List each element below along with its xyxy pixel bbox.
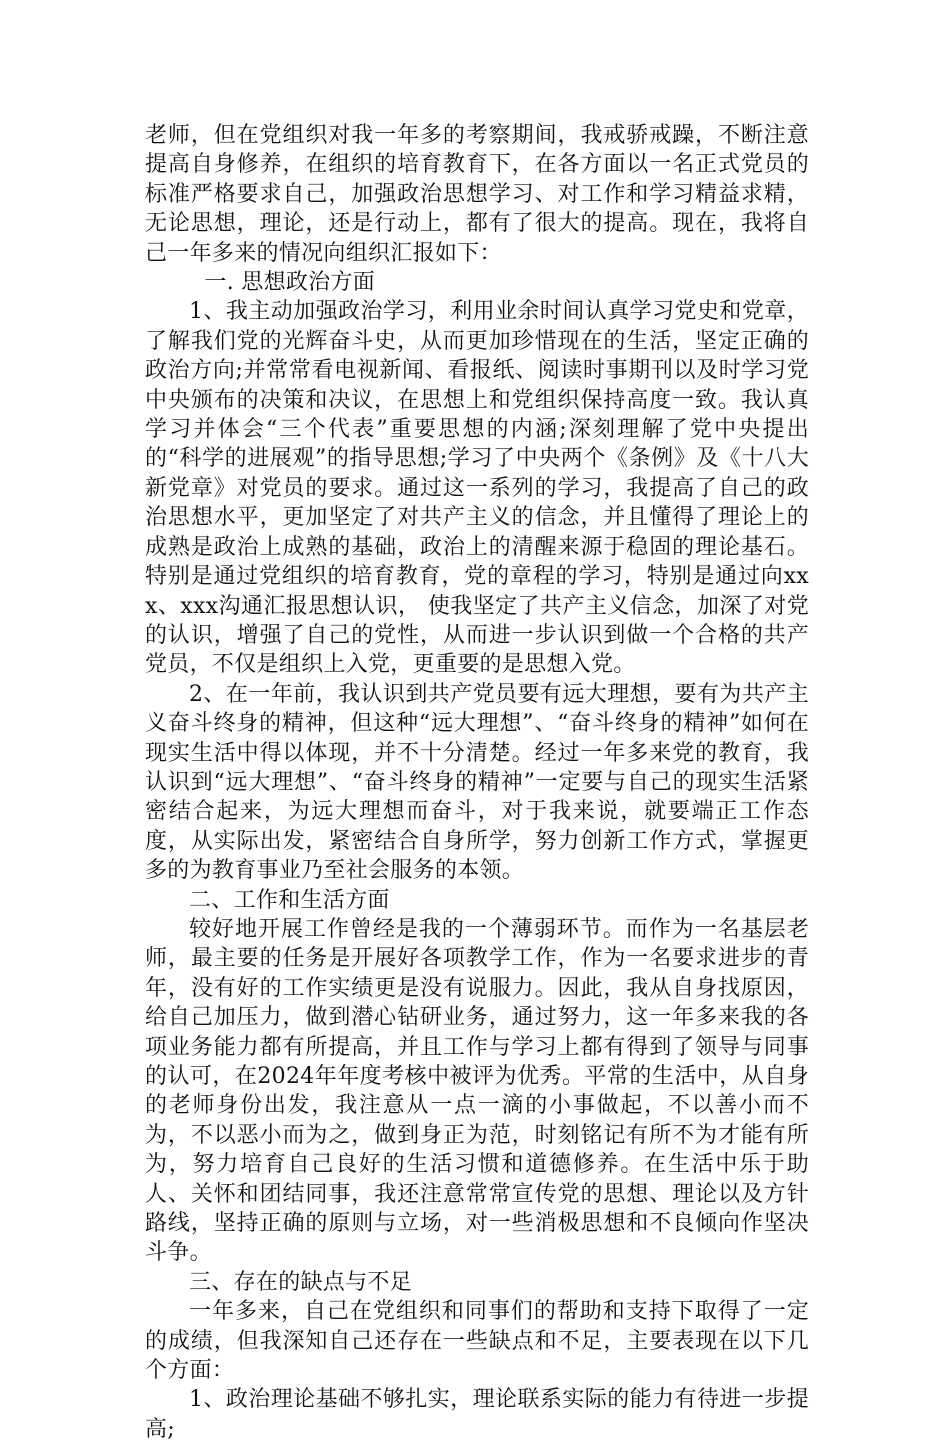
paragraph-section-2: 较好地开展工作曾经是我的一个薄弱环节。而作为一名基层老师，最主要的任务是开展好各项教学工作，作为一名要求进步的青年，没有好的工作实绩更是没有说服力。因此，我从自身找原因，给自己加压力，做到潜心钻研业务，通过努力，这一年多来我的各项业务能力都有所提高，并且工作与学习上都有得到了领导与同事的认可，在2024年年度考核中被评为优秀。平常的生活中，从自身的老师身份出发，我注意从一点一滴的小事做起，不以善小而不为，不以恶小而为之，做到身正为范，时刻铭记有所不为才能有所为，努力培育自己良好的生活习惯和道德修养。在生活中乐于助人、关怀和团结同事，我还注意常常宣传党的思想、理论以及方针路线，坚持正确的原则与立场，对一些消极思想和不良倾向作坚决斗争。	[145, 916, 809, 1266]
document-body	[145, 121, 809, 1444]
heading-section-1: 一. 思想政治方面	[204, 270, 376, 296]
paragraph-section-3-item-1: 1、政治理论基础不够扎实，理论联系实际的能力有待进一步提高;	[145, 1387, 809, 1442]
paragraph-section-1-item-1: 1、我主动加强政治学习，利用业余时间认真学习党史和党章，了解我们党的光辉奋斗史，从而更加珍惜现在的生活，坚定正确的政治方向;并常常看电视新闻、看报纸、阅读时事期刊以及时学习党中央颁布的决策和决议，在思想上和党组织保持高度一致。我认真学习并体会“三个代表”重要思想的内涵;深刻理解了党中央提出的“科学的进展观”的指导思想;学习了中央两个《条例》及《十八大新党章》对党员的要求。通过这一系列的学习，我提高了自己的政治思想水平，更加坚定了对共产主义的信念，并且懂得了理论上的成熟是政治上成熟的基础，政治上的清醒来源于稳固的理论基石。特别是通过党组织的培育教育，党的章程的学习，特别是通过向xxx、xxx沟通汇报思想认识， 使我坚定了共产主义信念，加深了对党的认识，增强了自己的党性，从而进一步认识到做一个合格的共产党员，不仅是组织上入党，更重要的是思想入党。	[145, 299, 809, 678]
paragraph-section-1-item-2: 2、在一年前，我认识到共产党员要有远大理想，要有为共产主义奋斗终身的精神，但这种“远大理想”、“奋斗终身的精神”如何在现实生活中得以体现，并不十分清楚。经过一年多来党的教育，我认识到“远大理想”、“奋斗终身的精神”一定要与自己的现实生活紧密结合起来，为远大理想而奋斗，对于我来说，就要端正工作态度，从实际出发，紧密结合自身所学，努力创新工作方式，掌握更多的为教育事业乃至社会服务的本领。	[145, 681, 809, 884]
heading-section-3: 三、存在的缺点与不足	[189, 1269, 413, 1295]
paragraph-section-3-intro: 一年多来，自己在党组织和同事们的帮助和支持下取得了一定的成绩，但我深知自己还存在一些缺点和不足，主要表现在以下几个方面：	[145, 1299, 809, 1384]
paragraph-intro: 老师，但在党组织对我一年多的考察期间，我戒骄戒躁，不断注意提高自身修养，在组织的培育教育下，在各方面以一名正式党员的标准严格要求自己，加强政治思想学习、对工作和学习精益求精，无论思想，理论，还是行动上，都有了很大的提高。现在，我将自己一年多来的情况向组织汇报如下：	[145, 123, 809, 266]
heading-section-2: 二、工作和生活方面	[189, 887, 390, 913]
